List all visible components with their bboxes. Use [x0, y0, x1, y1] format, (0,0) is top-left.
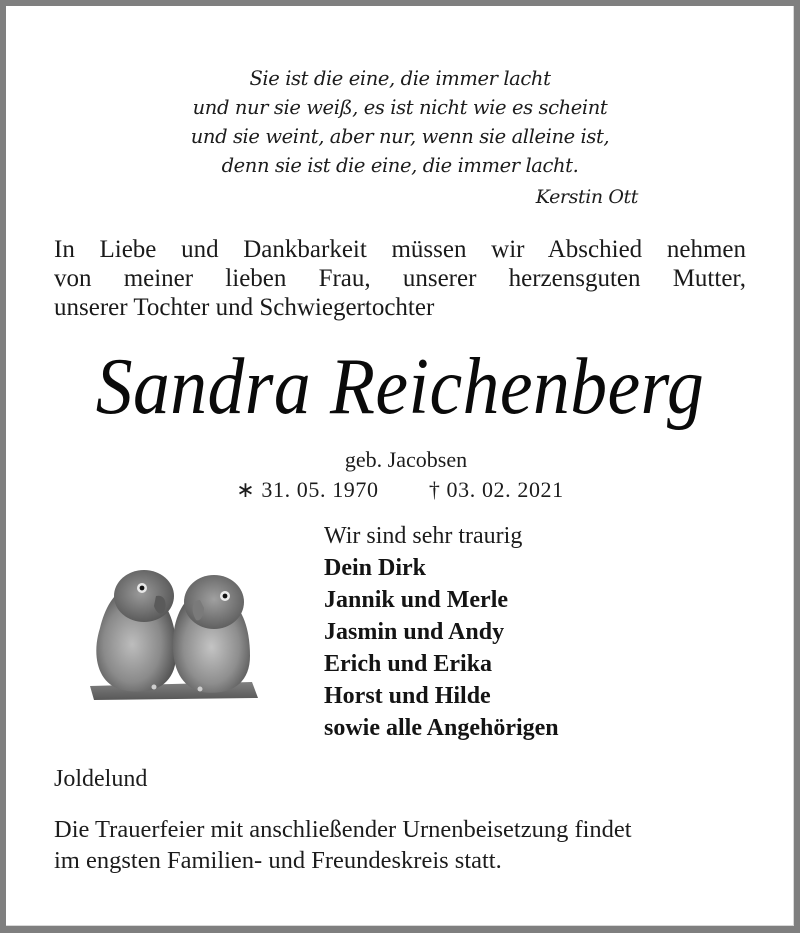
mourner-name: Horst und Hilde	[324, 683, 491, 709]
ceremony-line: Die Trauerfeier mit anschließender Urnenbeisetzung findet	[54, 816, 632, 843]
poem-quote	[6, 64, 794, 180]
ceremony-notice	[54, 814, 754, 876]
poem-line: Sie ist die eine, die immer lacht	[249, 67, 551, 90]
mourner-name: Erich und Erika	[324, 651, 493, 677]
birth-date: 31. 05. 1970	[261, 477, 379, 502]
lovebirds-image	[82, 558, 262, 708]
deceased-name: Sandra Reichenberg	[95, 343, 705, 431]
place-name: Joldelund	[54, 766, 148, 792]
death-date: 03. 02. 2021	[446, 477, 564, 502]
intro-text	[54, 235, 746, 322]
birth-star-icon: ∗	[236, 477, 256, 502]
poem-line: und nur sie weiß, es ist nicht wie es scheint	[192, 96, 608, 119]
mourner-name: Jasmin und Andy	[324, 619, 505, 645]
mourners-lead: Wir sind sehr traurig	[324, 523, 523, 549]
mourners-list	[324, 520, 559, 744]
mourner-name: Jannik und Merle	[324, 587, 509, 613]
obituary-notice	[6, 6, 794, 926]
life-dates	[6, 477, 794, 503]
intro-line: In Liebe und Dankbarkeit müssen wir Abschied nehmen	[54, 236, 746, 263]
poem-author: Kerstin Ott	[535, 186, 638, 208]
poem-line: und sie weint, aber nur, wenn sie alleine ist,	[190, 125, 610, 148]
mourner-name: Dein Dirk	[324, 555, 426, 581]
intro-line: von meiner lieben Frau, unserer herzensguten Mutter,	[54, 265, 746, 292]
poem-line: denn sie ist die eine, die immer lacht.	[221, 154, 579, 177]
mourner-name: sowie alle Angehörigen	[324, 715, 559, 741]
ceremony-line: im engsten Familien- und Freundeskreis statt.	[54, 847, 502, 874]
intro-line: unserer Tochter und Schwiegertochter	[54, 294, 435, 321]
death-cross-icon: †	[428, 477, 441, 502]
maiden-name: geb. Jacobsen	[344, 447, 468, 472]
